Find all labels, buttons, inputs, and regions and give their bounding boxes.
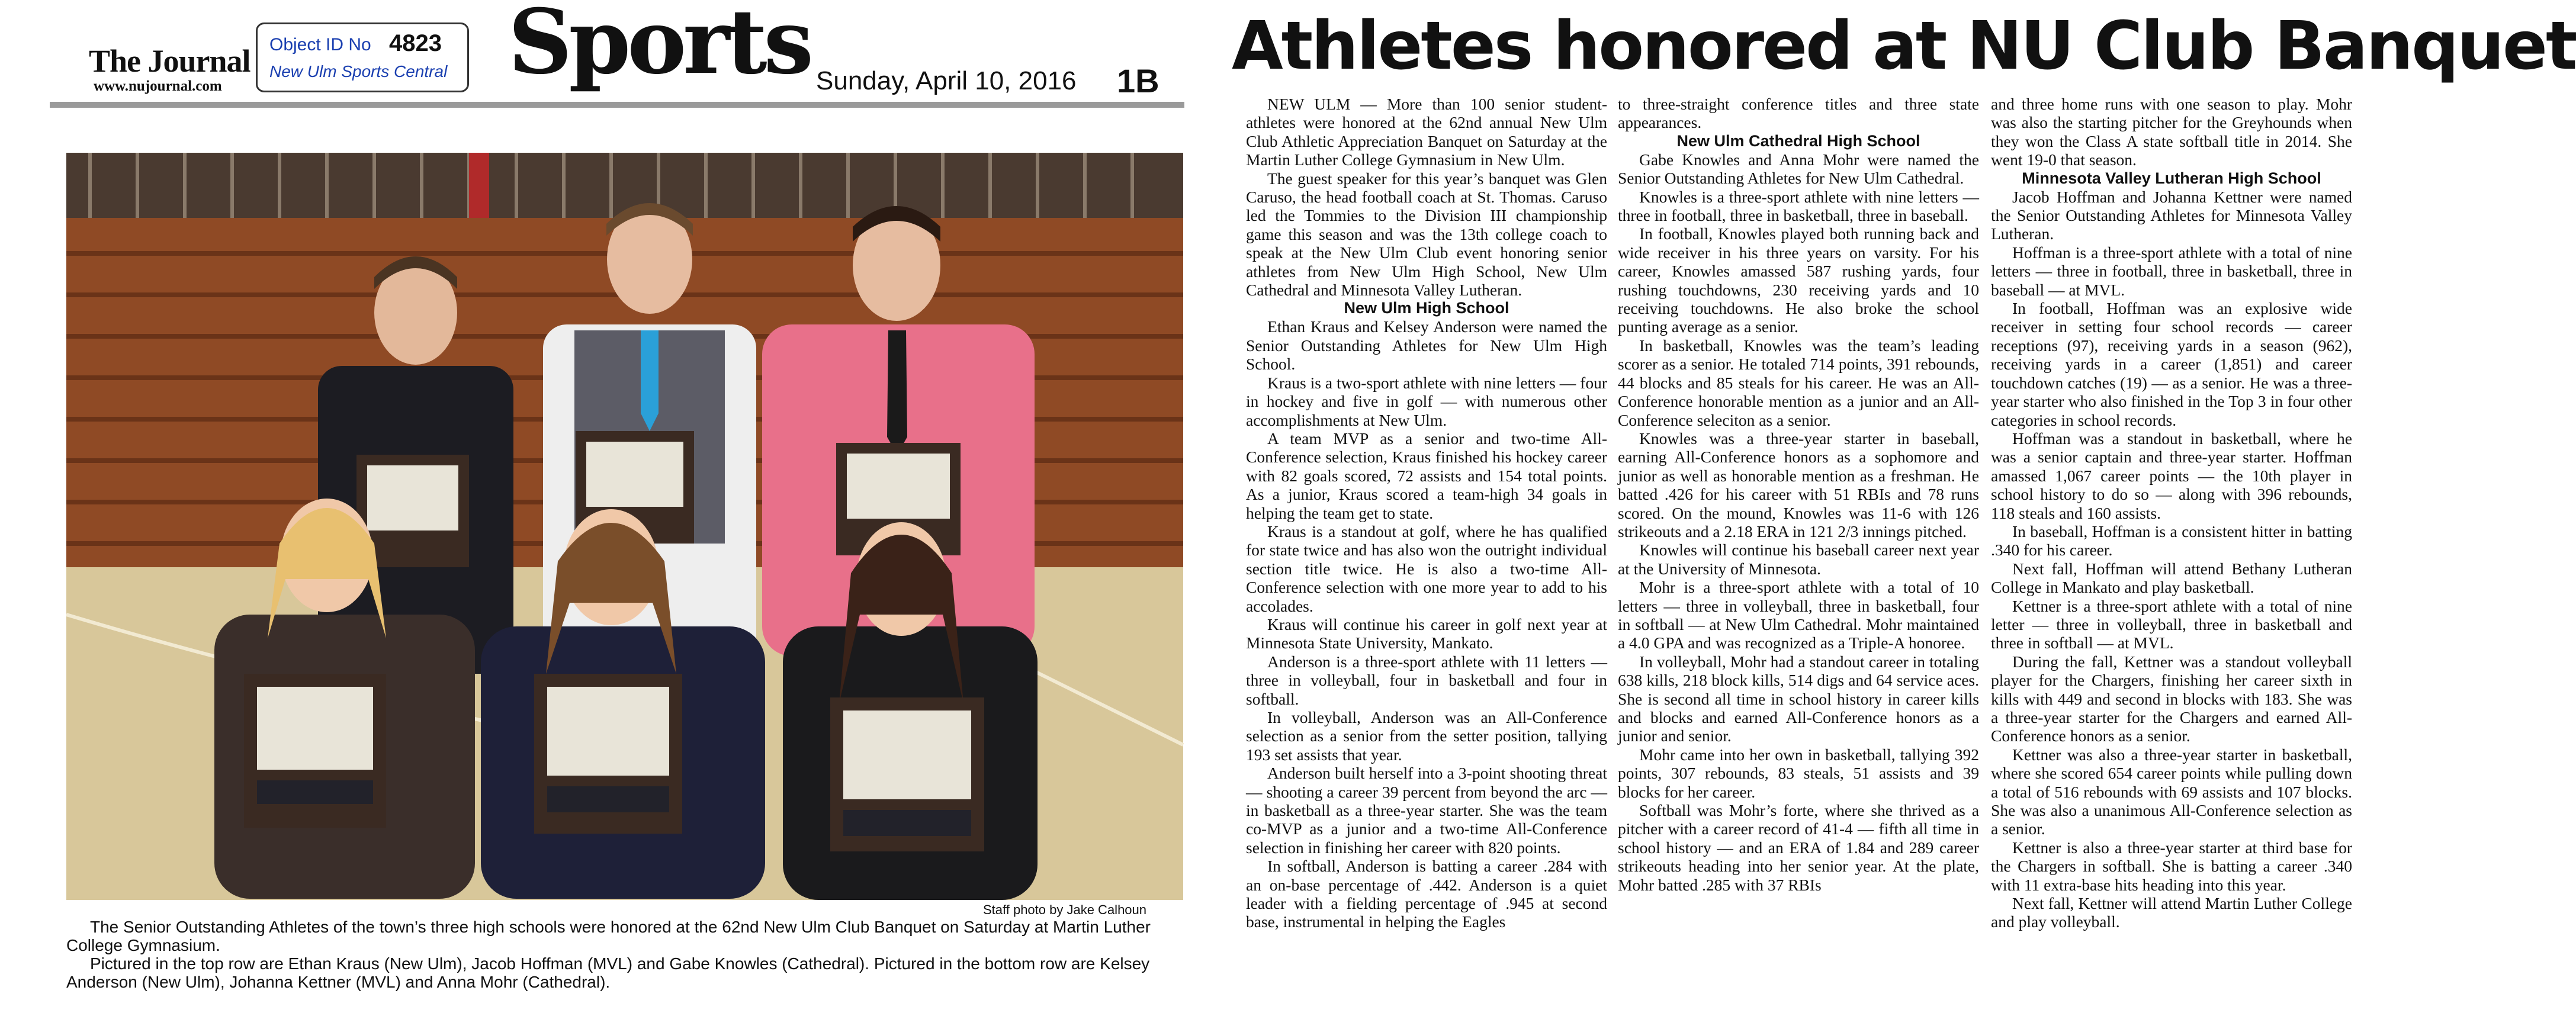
team-photo xyxy=(66,153,1183,900)
object-source: New Ulm Sports Central xyxy=(269,62,448,81)
paragraph: Softball was Mohr’s forte, where she thrived as a pitcher with a career record of 41-4 — fifth all time in school history — and an ERA of 1.84 and 289 career strikeouts heading into her senior year. At the plate, Mohr batted .285 with 37 RBIs xyxy=(1618,801,1979,894)
article-column-1 xyxy=(1246,95,1607,931)
paragraph: and three home runs with one season to play. Mohr was also the starting pitcher for the Greyhounds when they won the Class A state softball title in 2014. She went 19-0 that season. xyxy=(1991,95,2352,169)
paragraph: Kettner was also a three-year starter in basketball, where she scored 654 career points while pulling down a total of 516 rebounds with 69 assists and 107 blocks. She was also a unanimous All-Conference selection as a senior. xyxy=(1991,745,2352,838)
paragraph: Ethan Kraus and Kelsey Anderson were named the Senior Outstanding Athletes for New Ulm High School. xyxy=(1246,317,1607,374)
paragraph: Kraus is a standout at golf, where he has qualified for state twice and has also won the outright individual section title twice. He is also a two-time All-Conference selection with one more year to add to his accolades. xyxy=(1246,522,1607,615)
paragraph: In volleyball, Anderson was an All-Conference selection as a senior from the setter position, tallying 193 set assists that year. xyxy=(1246,708,1607,764)
paragraph: In basketball, Knowles was the team’s leading scorer as a senior. He totaled 714 points, 391 rebounds, 44 blocks and 85 steals for his career. He was an All-Conference honorable mention as a junior and an All-Conference seleciton as a senior. xyxy=(1618,336,1979,429)
paragraph: Mohr came into her own in basketball, tallying 392 points, 307 rebounds, 83 steals, 51 assists and 39 blocks for her career. xyxy=(1618,745,1979,801)
paper-name: The Journal xyxy=(89,43,250,79)
photo-caption xyxy=(66,918,1186,991)
paragraph: Mohr is a three-sport athlete with a total of 10 letters — three in volleyball, three in basketball, four in softball — at New Ulm Cathedral. Mohr maintained a 4.0 GPA and was recognized as a Triple-A honoree. xyxy=(1618,578,1979,652)
paragraph: Knowles will continue his baseball career next year at the University of Minnesota. xyxy=(1618,541,1979,578)
paragraph: Next fall, Hoffman will attend Bethany Lutheran College in Mankato and play basketball. xyxy=(1991,559,2352,597)
paragraph: Hoffman was a standout in basketball, where he was a senior captain and three-year starter. Hoffman amassed 1,067 career points — the 10th player in school history to do so — along with 396 rebounds, 118 steals and 160 assists. xyxy=(1991,429,2352,522)
paper-url: www.nujournal.com xyxy=(94,78,222,94)
paragraph: In volleyball, Mohr had a standout career in totaling 638 kills, 218 block kills, 514 digs and 64 service aces. She is second all time in school history in career kills and blocks and earned All-Conference honors as a junior and senior. xyxy=(1618,652,1979,745)
paragraph: Knowles is a three-sport athlete with nine letters — three in football, three in basketball, three in baseball. xyxy=(1618,187,1979,225)
paragraph: In softball, Anderson is batting a career .284 with an on-base percentage of .442. Anderson is a quiet leader with a fielding percentage of .945 at second base, instrumental in helping the Eagles xyxy=(1246,857,1607,931)
paragraph: Anderson is a three-sport athlete with 11 letters — three in volleyball, four in basketball and four in softball. xyxy=(1246,652,1607,708)
article-headline: Athletes honored at NU Club Banquet xyxy=(1232,8,2576,85)
paragraph: to three-straight conference titles and three state appearances. xyxy=(1618,95,1979,132)
photo-illustration xyxy=(66,153,1183,900)
caption-line: The Senior Outstanding Athletes of the town’s three high schools were honored at the 62nd New Ulm Club Banquet on Saturday at Martin Luther College Gymnasium. xyxy=(66,918,1151,954)
paragraph: Kraus is a two-sport athlete with nine letters — four in hockey and five in golf — with numerous other accomplishments at New Ulm. xyxy=(1246,373,1607,429)
paragraph: The guest speaker for this year’s banquet was Glen Caruso, the head football coach at St. Thomas. Caruso led the Tommies to the Division III championship game this season and was the 13th college coach to speak at the New Ulm Club event honoring senior athletes from New Ulm High School, New Ulm Cathedral and Minnesota Valley Lutheran. xyxy=(1246,169,1607,300)
article-column-2 xyxy=(1618,95,1979,894)
object-id-label: Object ID No xyxy=(269,35,371,54)
paragraph: A team MVP as a senior and two-time All-Conference selection, Kraus finished his hockey career with 82 goals scored, 72 assists and 154 total points. As a junior, Kraus scored a team-high 34 goals in helping the team get to state. xyxy=(1246,429,1607,522)
paragraph: Kraus will continue his career in golf next year at Minnesota State University, Mankato. xyxy=(1246,615,1607,652)
masthead xyxy=(47,0,1184,110)
paragraph: In football, Knowles played both running back and wide receiver in his three years on varsity. For his career, Knowles amassed 587 rushing yards, four rushing touchdowns, 230 receiving yards and 10 receiving touchdowns. He also broke the school punting average as a senior. xyxy=(1618,224,1979,336)
article-column-3 xyxy=(1991,95,2352,931)
subhead: New Ulm High School xyxy=(1344,299,1509,317)
subhead: New Ulm Cathedral High School xyxy=(1676,131,1920,150)
page-number: 1B xyxy=(1117,62,1159,99)
photo-credit: Staff photo by Jake Calhoun xyxy=(983,902,1147,917)
section-title: Sports xyxy=(508,0,811,94)
paragraph: Kettner is also a three-year starter at third base for the Chargers in softball. She is batting a career .340 with 11 extra-base hits heading into this year. xyxy=(1991,838,2352,894)
object-id-box xyxy=(256,22,469,92)
paragraph: In football, Hoffman was an explosive wide receiver in setting four school records — career receptions (97), receiving yards in a season (962), receiving yards in a career (1,851) and career touchdown catches (19) — as a senior. He was a three-year starter who also finished in the Top 3 in four other categories in school records. xyxy=(1991,299,2352,429)
subhead: Minnesota Valley Lutheran High School xyxy=(2022,169,2321,187)
paragraph: Anderson built herself into a 3-point shooting threat — shooting a career 39 percent from beyond the arc — in basketball as a three-year starter. She was the team co-MVP as a junior and a two-time All-Conference selection in finishing her career with 820 points. xyxy=(1246,764,1607,857)
paragraph: Knowles was a three-year starter in baseball, earning All-Conference honors as a sophomore and junior as well as honorable mention as a freshman. He batted .426 for his career with 51 RBIs and 78 runs scored. On the mound, Knowles was 11-6 with 126 strikeouts and a 2.18 ERA in 121 2/3 innings pitched. xyxy=(1618,429,1979,541)
paragraph: Jacob Hoffman and Johanna Kettner were named the Senior Outstanding Athletes for Minnesota Valley Lutheran. xyxy=(1991,187,2352,243)
paragraph: Hoffman is a three-sport athlete with a total of nine letters — three in football, three in basketball, three in baseball — at MVL. xyxy=(1991,243,2352,299)
paragraph: Gabe Knowles and Anna Mohr were named the Senior Outstanding Athletes for New Ulm Cathedral. xyxy=(1618,150,1979,188)
object-id-value: 4823 xyxy=(389,30,442,56)
paragraph: In baseball, Hoffman is a consistent hitter in batting .340 for his career. xyxy=(1991,522,2352,560)
paragraph: Next fall, Kettner will attend Martin Luther College and play volleyball. xyxy=(1991,894,2352,931)
paragraph: Kettner is a three-sport athlete with a total of nine letter — three in volleyball, three in basketball and three in softball — at MVL. xyxy=(1991,596,2352,652)
caption-line: Pictured in the top row are Ethan Kraus (New Ulm), Jacob Hoffman (MVL) and Gabe Knowles (Cathedral). Pictured in the bottom row are Kelsey Anderson (New Ulm), Johanna Kettner (MVL) and Anna Mohr (Cathedral). xyxy=(66,954,1150,991)
paragraph: NEW ULM — More than 100 senior student-athletes were honored at the 62nd annual New Ulm Club Athletic Appreciation Banquet on Saturday at the Martin Luther College Gymnasium in New Ulm. xyxy=(1246,95,1607,169)
masthead-rule xyxy=(50,102,1184,108)
paragraph: During the fall, Kettner was a standout volleyball player for the Chargers, finishing her career sixth in kills with 449 and second in blocks with 183. She was a three-year starter for the Chargers and earned All-Conference honors as a senior. xyxy=(1991,652,2352,745)
publication-date: Sunday, April 10, 2016 xyxy=(816,66,1077,95)
